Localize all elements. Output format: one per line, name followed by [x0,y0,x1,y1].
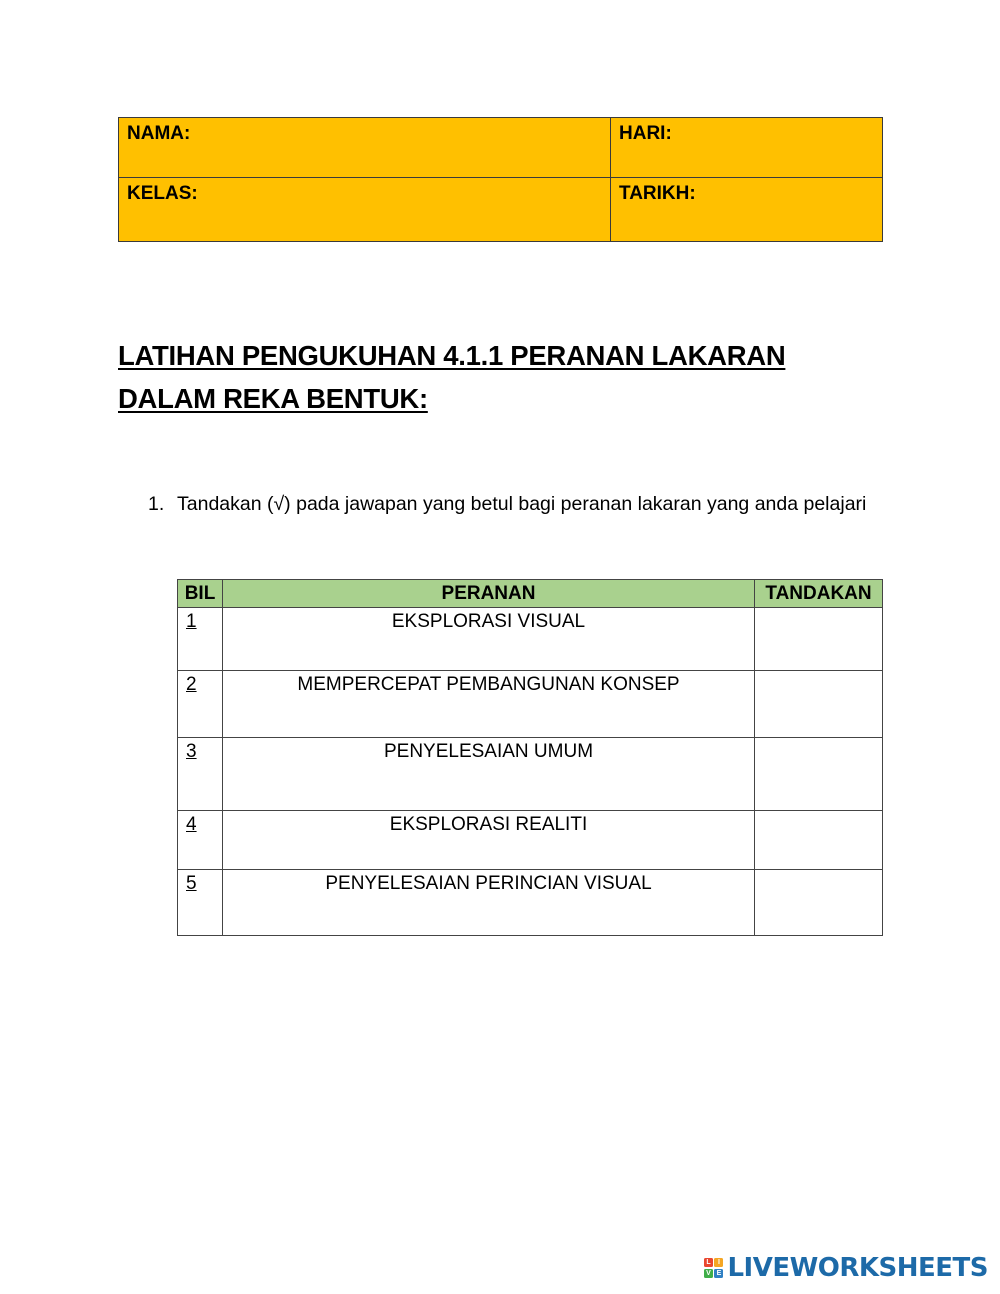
role-label: MEMPERCEPAT PEMBANGUNAN KONSEP [223,671,755,738]
hari-label: HARI: [619,123,672,144]
table-row [178,811,883,870]
row-number: 2 [178,671,223,738]
tick-cell-1[interactable] [755,608,883,671]
table-row [178,870,883,936]
liveworksheets-logo [704,1253,988,1283]
roles-table [177,579,883,936]
nama-cell[interactable] [119,118,611,178]
question-1 [148,489,868,519]
row-number: 4 [178,811,223,870]
role-label: EKSPLORASI REALITI [223,811,755,870]
logo-mark-icon: L I V E [704,1258,724,1278]
question-number: 1. [148,493,165,515]
tick-input-2[interactable] [755,675,882,690]
logo-text: LIVEWORKSHEETS [727,1253,988,1283]
header-peranan: PERANAN [223,580,755,608]
row-number: 3 [178,738,223,811]
tick-cell-2[interactable] [755,671,883,738]
tick-cell-5[interactable] [755,870,883,936]
role-label: PENYELESAIAN PERINCIAN VISUAL [223,870,755,936]
hari-cell[interactable] [611,118,883,178]
tick-input-3[interactable] [755,742,882,757]
kelas-cell[interactable] [119,178,611,242]
tick-input-4[interactable] [755,815,882,830]
role-label: PENYELESAIAN UMUM [223,738,755,811]
question-text: Tandakan (√) pada jawapan yang betul bagi peranan lakaran yang anda pelajari [177,493,867,515]
tick-cell-3[interactable] [755,738,883,811]
tick-input-1[interactable] [755,612,882,627]
tarikh-cell[interactable] [611,178,883,242]
role-label: EKSPLORASI VISUAL [223,608,755,671]
row-number: 5 [178,870,223,936]
roles-table-header [178,580,883,608]
table-row [178,608,883,671]
student-info-table [118,117,883,242]
nama-label: NAMA: [127,123,191,144]
table-row [178,738,883,811]
tick-cell-4[interactable] [755,811,883,870]
kelas-label: KELAS: [127,183,198,204]
tarikh-label: TARIKH: [619,183,696,204]
row-number: 1 [178,608,223,671]
header-tandakan: TANDAKAN [755,580,883,608]
tick-input-5[interactable] [755,874,882,889]
worksheet-title: LATIHAN PENGUKUHAN 4.1.1 PERANAN LAKARAN DALAM REKA BENTUK: [118,340,786,414]
header-bil: BIL [178,580,223,608]
table-row [178,671,883,738]
